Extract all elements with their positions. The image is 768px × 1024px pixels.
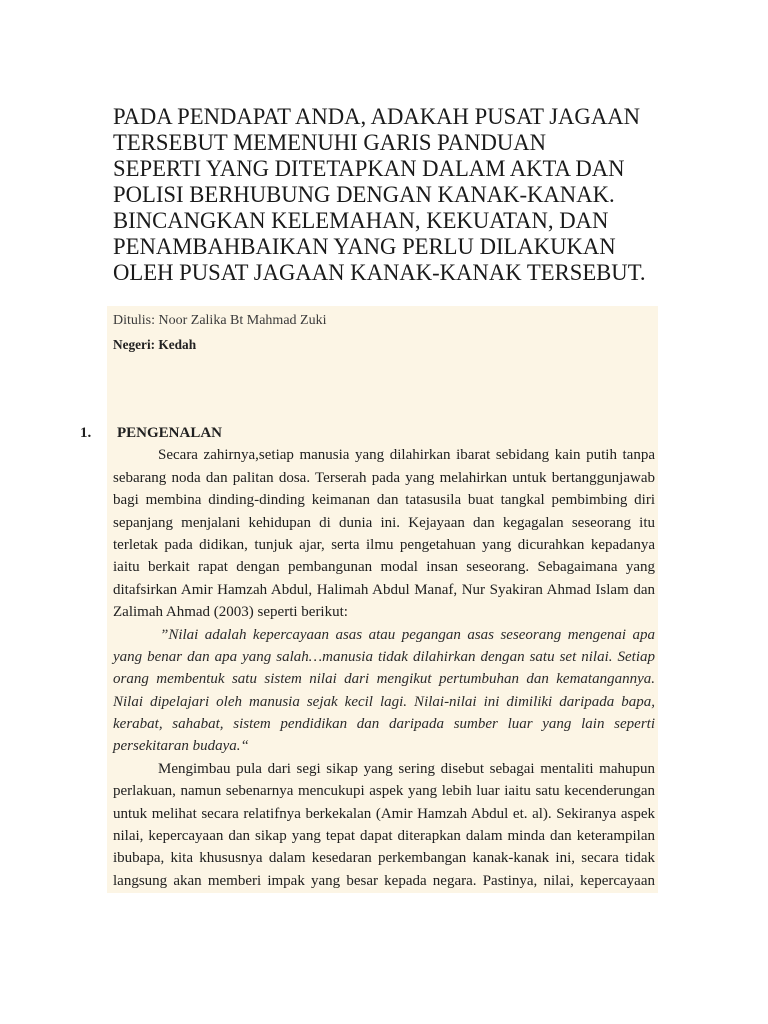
author-line: Ditulis: Noor Zalika Bt Mahmad Zuki xyxy=(113,313,327,328)
quote-line: orang membentuk satu sistem nilai dari mengikut pertumbuhan dan kematangannya. xyxy=(113,671,655,688)
title-line: BINCANGKAN KELEMAHAN, KEKUATAN, DAN xyxy=(113,208,609,233)
paragraph-line: ibubapa, kita khususnya dalam kesedaran perkembangan kanak-kanak ini, secara tidak xyxy=(113,850,655,867)
document-title xyxy=(113,104,733,286)
title-line: TERSEBUT MEMENUHI GARIS PANDUAN xyxy=(113,130,546,155)
intro-paragraph xyxy=(113,444,655,623)
paragraph-line: Zalimah Ahmad (2003) seperti berikut: xyxy=(113,604,348,621)
title-line: SEPERTI YANG DITETAPKAN DALAM AKTA DAN xyxy=(113,156,625,181)
paragraph-line: ditafsirkan Amir Hamzah Abdul, Halimah Abdul Manaf, Nur Syakiran Ahmad Islam dan xyxy=(113,581,655,598)
paragraph-line: Secara zahirnya,setiap manusia yang dilahirkan ibarat sebidang kain putih tanpa xyxy=(158,447,655,464)
title-line: PADA PENDAPAT ANDA, ADAKAH PUSAT JAGAAN xyxy=(113,104,640,129)
byline xyxy=(113,311,653,355)
paragraph-line: bagi membina dinding-dinding keimanan dan tatasusila buat tangkal pembimbing diri xyxy=(113,492,655,509)
section-heading xyxy=(80,422,655,444)
paragraph-line: untuk melihat secara relatifnya berkekalan (Amir Hamzah Abdul et. al). Sekiranya aspek xyxy=(113,805,655,822)
second-paragraph xyxy=(113,758,655,892)
quote-line: ”Nilai adalah kepercayaan asas atau pegangan asas seseorang mengenai apa xyxy=(160,626,655,643)
paragraph-line: perlakuan, namun sebenarnya mencukupi aspek yang lebih luar iaitu satu kecenderungan xyxy=(113,783,655,800)
quote-line: yang benar dan apa yang salah…manusia tidak dilahirkan dengan satu set nilai. Setiap xyxy=(113,648,655,665)
paragraph-line: terletak pada didikan, tunjuk ajar, serta ilmu pengetahuan yang dicurahkan kepadanya xyxy=(113,536,655,553)
title-line: OLEH PUSAT JAGAAN KANAK-KANAK TERSEBUT. xyxy=(113,260,646,285)
article-body xyxy=(80,422,655,892)
quote-line: persekitaran budaya.“ xyxy=(113,738,249,755)
title-line: PENAMBAHBAIKAN YANG PERLU DILAKUKAN xyxy=(113,234,616,259)
block-quote xyxy=(113,624,655,758)
quote-line: Nilai dipelajari oleh manusia sejak kecil lagi. Nilai-nilai ini dimiliki daripada bapa, xyxy=(113,693,655,710)
section-number: 1. xyxy=(80,425,92,441)
paragraph-line: langsung akan memberi impak yang besar kepada negara. Pastinya, nilai, kepercayaan xyxy=(113,872,655,889)
paragraph-line: iaitu berkait rapat dengan pembangunan modal insan seseorang. Sebagaimana yang xyxy=(113,559,655,576)
paragraph-line: sepanjang menjalani kehidupan di dunia ini. Kejayaan dan kegagalan seseorang itu xyxy=(113,514,655,531)
paragraph-line: Mengimbau pula dari segi sikap yang sering disebut sebagai mentaliti mahupun xyxy=(158,760,655,777)
state-line: Negeri: Kedah xyxy=(113,337,197,352)
paragraph-line: sebarang noda dan palitan dosa. Terserah pada yang melahirkan untuk bertanggunjawab xyxy=(113,469,655,486)
title-line: POLISI BERHUBUNG DENGAN KANAK-KANAK. xyxy=(113,182,615,207)
quote-line: kerabat, sahabat, sistem pendidikan dan daripada sumber luar yang lain seperti xyxy=(113,716,655,733)
paragraph-line: nilai, kepercayaan dan sikap yang tepat dapat diterapkan dalam minda dan keterampilan xyxy=(113,828,655,845)
section-title: PENGENALAN xyxy=(117,425,223,441)
